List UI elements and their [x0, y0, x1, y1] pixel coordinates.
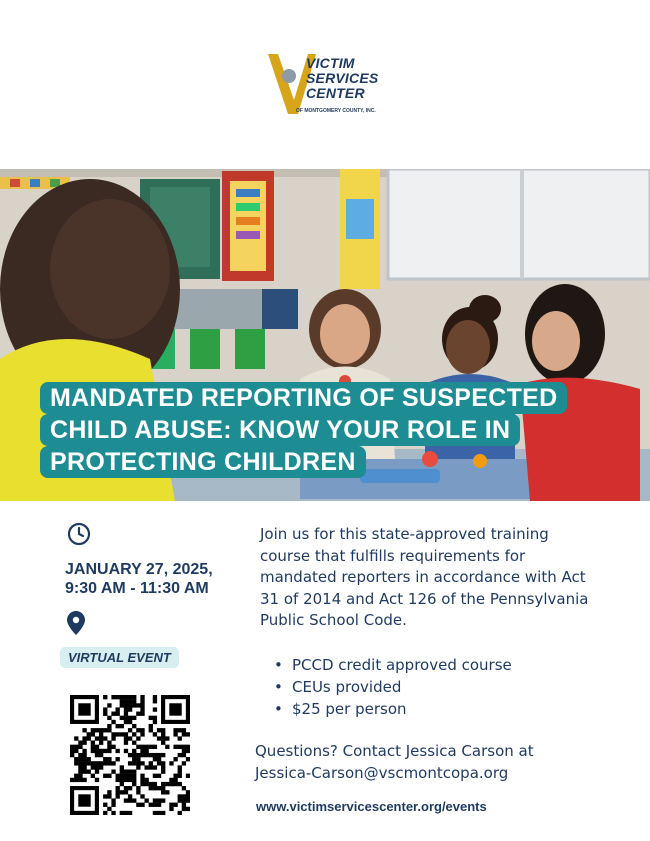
feature-list: [272, 654, 512, 720]
logo-line-2: SERVICES: [306, 70, 379, 86]
location-pin-icon: [67, 611, 85, 639]
contact-line: Questions? Contact Jessica Carson at: [255, 742, 534, 760]
contact-email[interactable]: Jessica-Carson@vscmontcopa.org: [255, 764, 509, 782]
logo-line-3: CENTER: [306, 85, 365, 101]
logo-line-1: VICTIM: [306, 55, 355, 71]
event-headline: [40, 382, 567, 478]
logo-subline: OF MONTGOMERY COUNTY, INC.: [296, 108, 376, 114]
headline-line-3: PROTECTING CHILDREN: [40, 446, 366, 478]
list-item: • $25 per person: [272, 698, 512, 720]
list-item: • CEUs provided: [272, 676, 512, 698]
organization-logo: [266, 50, 396, 120]
logo-wordmark: [306, 56, 378, 101]
list-item: • PCCD credit approved course: [272, 654, 512, 676]
event-date: JANUARY 27, 2025,: [65, 561, 213, 578]
qr-code[interactable]: [70, 695, 190, 819]
event-date-time: [65, 560, 213, 598]
event-description: Join us for this state-approved training course that fulfills requirements for mandated reporters in accordance with Act 31 of 2014 and Act 126 of the Pennsylvania Public School Code.: [260, 525, 589, 629]
location-badge: VIRTUAL EVENT: [60, 647, 179, 668]
clock-icon: [67, 522, 91, 550]
event-url-link[interactable]: www.victimservicescenter.org/events: [256, 799, 487, 814]
headline-line-1: MANDATED REPORTING OF SUSPECTED: [40, 382, 567, 414]
headline-line-2: CHILD ABUSE: KNOW YOUR ROLE IN: [40, 414, 520, 446]
contact-info: [255, 740, 615, 784]
event-time: 9:30 AM - 11:30 AM: [65, 580, 209, 597]
